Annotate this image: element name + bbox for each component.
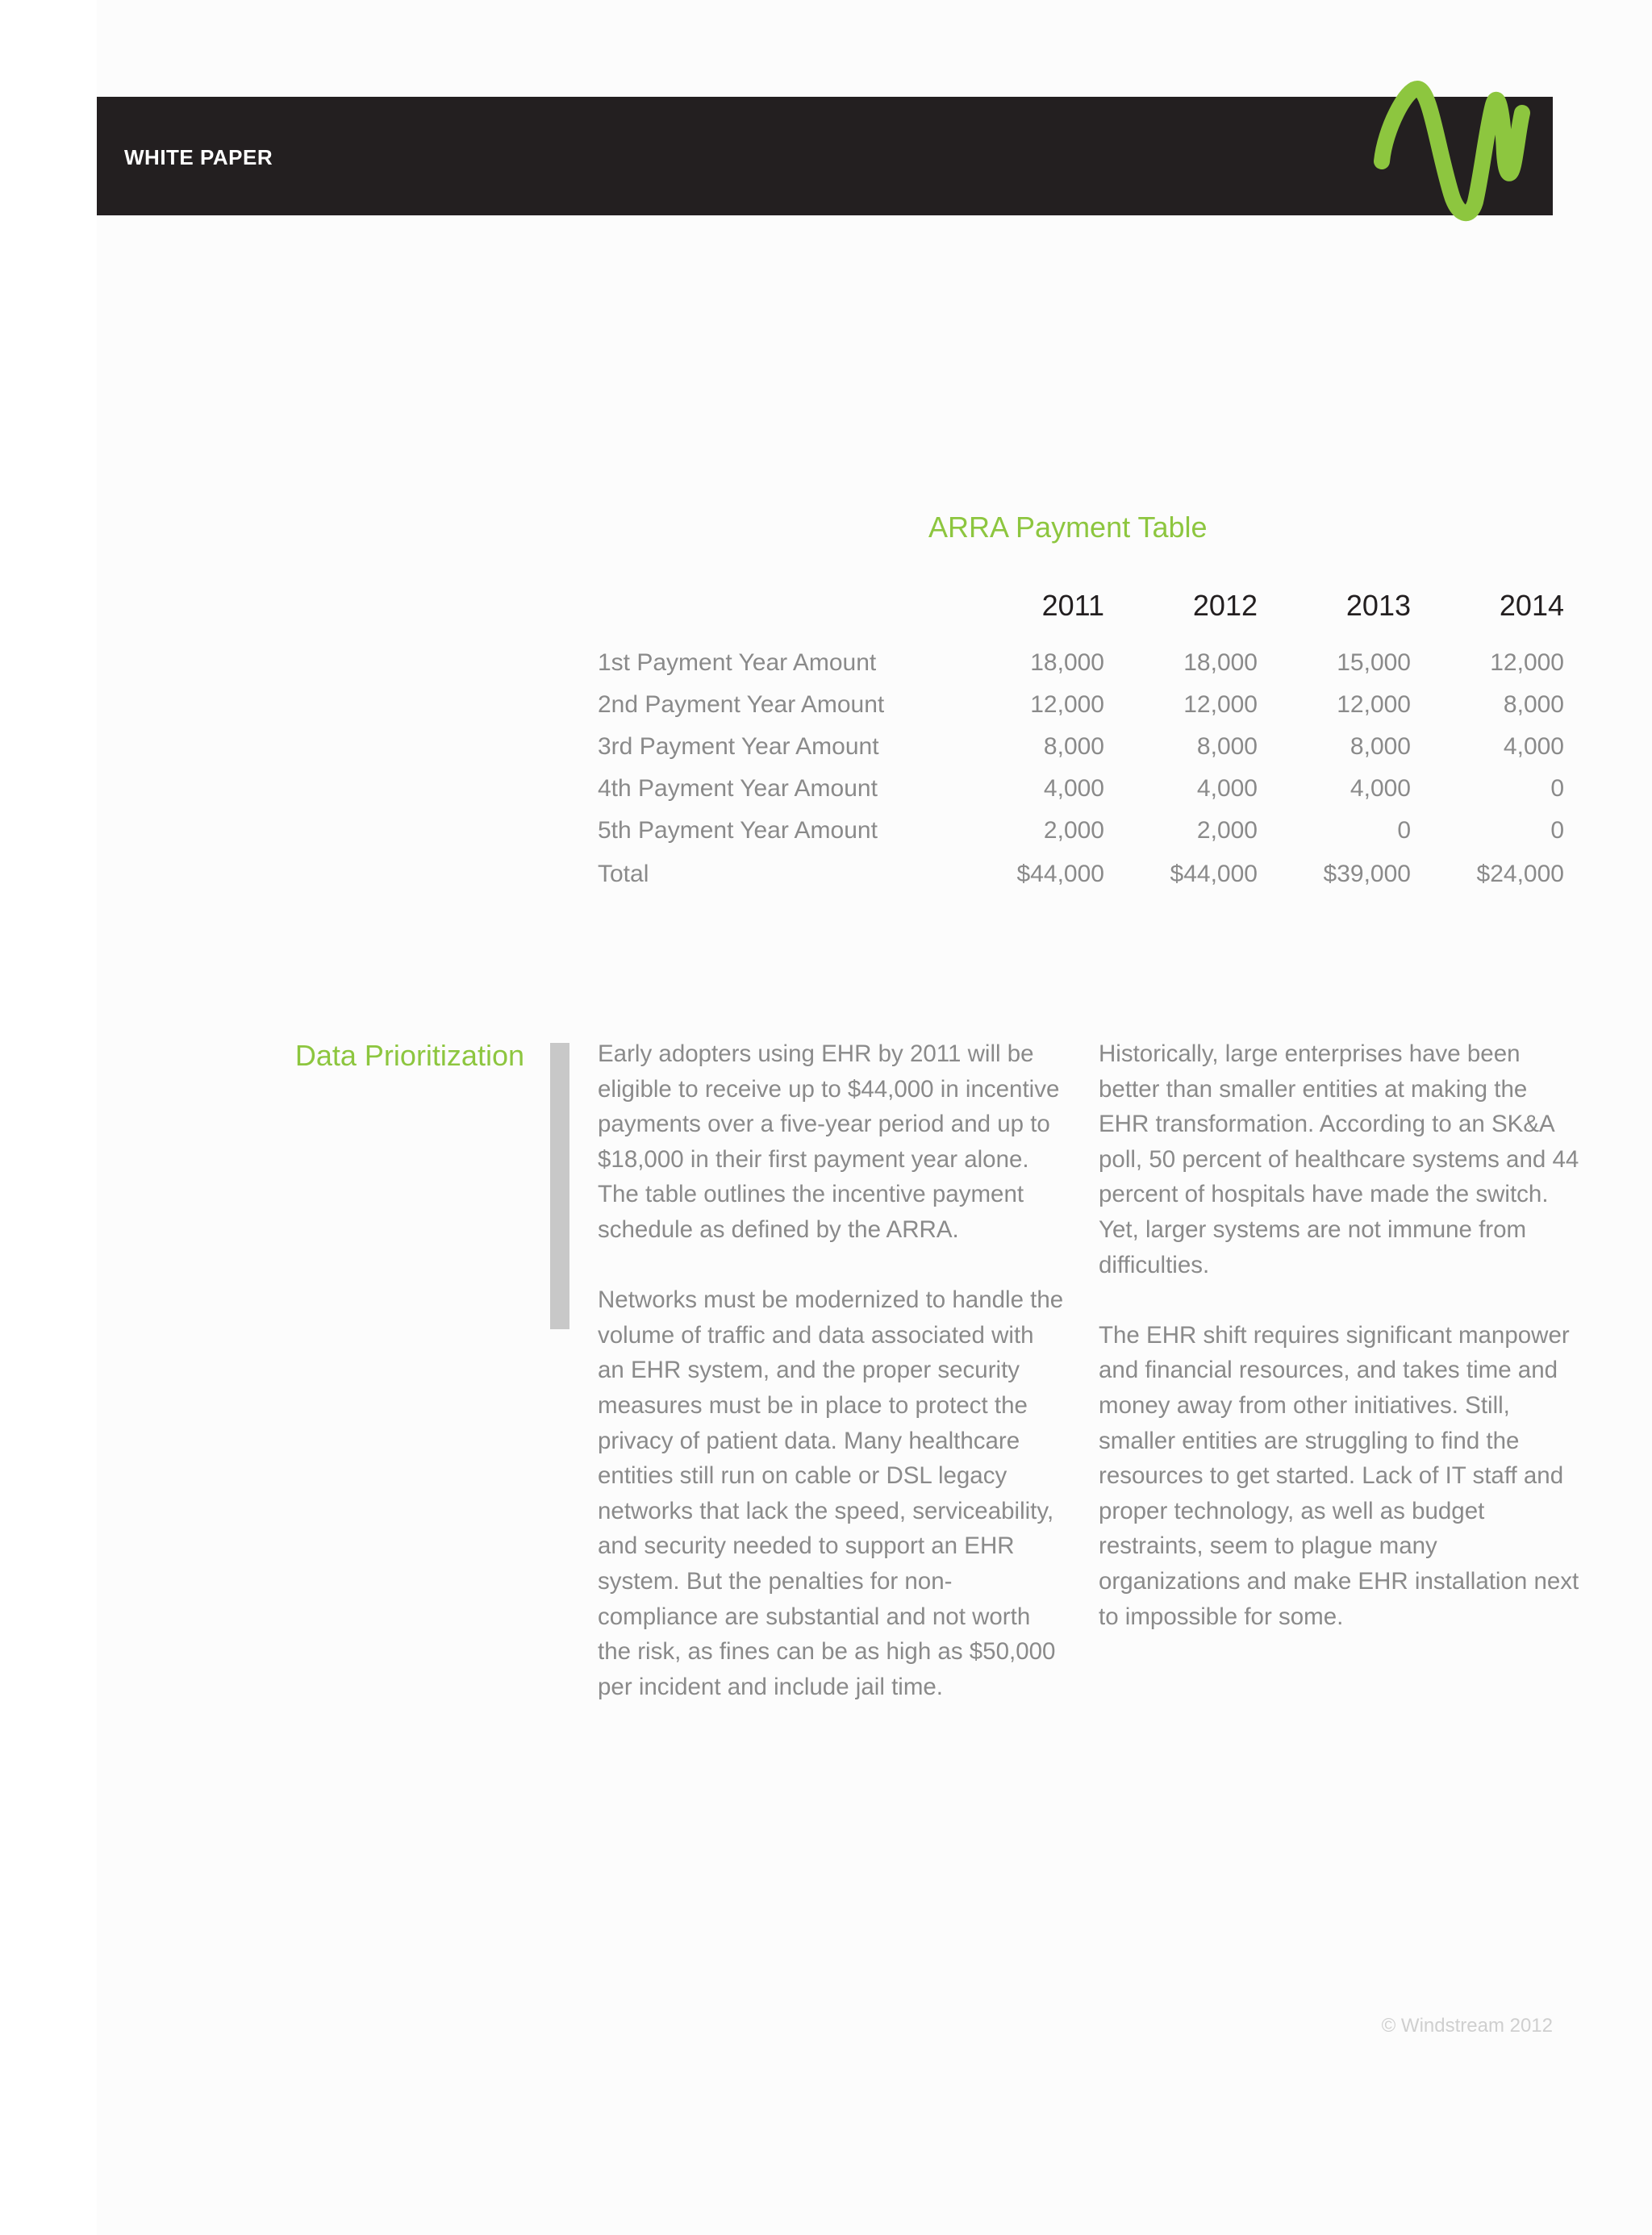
table-cell: $44,000 — [1170, 861, 1258, 887]
year-header: 2014 — [1499, 589, 1564, 622]
table-cell: 4,000 — [1043, 775, 1104, 802]
table-cell: 8,000 — [1350, 733, 1411, 760]
table-total-row — [598, 852, 1574, 897]
copyright-text: © Windstream 2012 — [1381, 2015, 1553, 2037]
payment-table — [598, 589, 1574, 897]
table-header-row — [598, 589, 1574, 642]
table-row — [598, 810, 1574, 852]
body-column-left — [598, 1036, 1066, 1740]
table-title: ARRA Payment Table — [928, 511, 1208, 544]
section-heading: Data Prioritization — [294, 1039, 524, 1072]
year-header: 2012 — [1192, 589, 1258, 622]
table-cell: 8,000 — [1043, 733, 1104, 760]
table-cell: 12,000 — [1490, 649, 1564, 676]
row-label: 5th Payment Year Amount — [598, 817, 878, 844]
table-cell: $39,000 — [1323, 861, 1411, 887]
table-cell: 12,000 — [1030, 691, 1104, 718]
page-margin — [0, 0, 97, 2235]
year-header: 2011 — [1041, 589, 1104, 622]
year-header: 2013 — [1345, 589, 1411, 622]
header-label: WHITE PAPER — [124, 145, 273, 169]
table-cell: 4,000 — [1350, 775, 1411, 802]
table-header-spacer — [598, 589, 961, 642]
table-cell: 2,000 — [1196, 817, 1258, 844]
table-cell: $24,000 — [1476, 861, 1564, 887]
table-cell: 8,000 — [1196, 733, 1258, 760]
table-cell: 4,000 — [1503, 733, 1564, 760]
windstream-logo-icon — [1367, 81, 1537, 230]
table-row — [598, 642, 1574, 684]
table-cell: 2,000 — [1043, 817, 1104, 844]
table-cell: 8,000 — [1503, 691, 1564, 718]
table-cell: 0 — [1550, 817, 1564, 844]
table-cell: 12,000 — [1183, 691, 1258, 718]
row-label: 2nd Payment Year Amount — [598, 691, 885, 718]
table-cell: 4,000 — [1196, 775, 1258, 802]
paragraph: Networks must be modernized to handle the volume of traffic and data associated with an EHR system, and the proper security measures must be in place to protect the privacy of patient data. Many healthcare entities still run on cable or DSL legacy networks that lack the speed, serviceability, and security needed to support an EHR system. But the penalties for non-compliance are substantial and not worth the risk, as fines can be as high as $50,000 per incident and include jail time. — [598, 1286, 1064, 1700]
table-row — [598, 768, 1574, 810]
paragraph: The EHR shift requires significant manpower and financial resources, and takes time and money away from other initiatives. Still, smaller entities are struggling to find the resources to get started. Lack of IT staff and proper technology, as well as budget restraints, seem to plague many organizations and make EHR installation next to impossible for some. — [1099, 1321, 1579, 1630]
table-row — [598, 726, 1574, 768]
row-label: 4th Payment Year Amount — [598, 775, 878, 802]
row-label: 1st Payment Year Amount — [598, 649, 877, 676]
table-cell: 12,000 — [1337, 691, 1411, 718]
header-bar — [97, 97, 1553, 215]
body-column-right — [1099, 1036, 1583, 1670]
table-cell: 18,000 — [1030, 649, 1104, 676]
paragraph: Early adopters using EHR by 2011 will be eligible to receive up to $44,000 in incentive payments over a five-year period and up to $18,000 in their first payment year alone. The table outlines the incentive payment schedule as defined by the ARRA. — [598, 1040, 1060, 1243]
table-cell: 0 — [1397, 817, 1411, 844]
table-row — [598, 684, 1574, 726]
table-cell: 18,000 — [1183, 649, 1258, 676]
table-cell: 15,000 — [1337, 649, 1411, 676]
row-label: 3rd Payment Year Amount — [598, 733, 879, 760]
accent-bar — [550, 1043, 569, 1329]
table-cell: $44,000 — [1016, 861, 1104, 887]
paragraph: Historically, large enterprises have been better than smaller entities at making the EHR transformation. According to an SK&A poll, 50 percent of healthcare systems and 44 percent of hospitals have made the switch. Yet, larger systems are not immune from difficulties. — [1099, 1040, 1579, 1278]
row-label: Total — [598, 861, 649, 887]
table-cell: 0 — [1550, 775, 1564, 802]
